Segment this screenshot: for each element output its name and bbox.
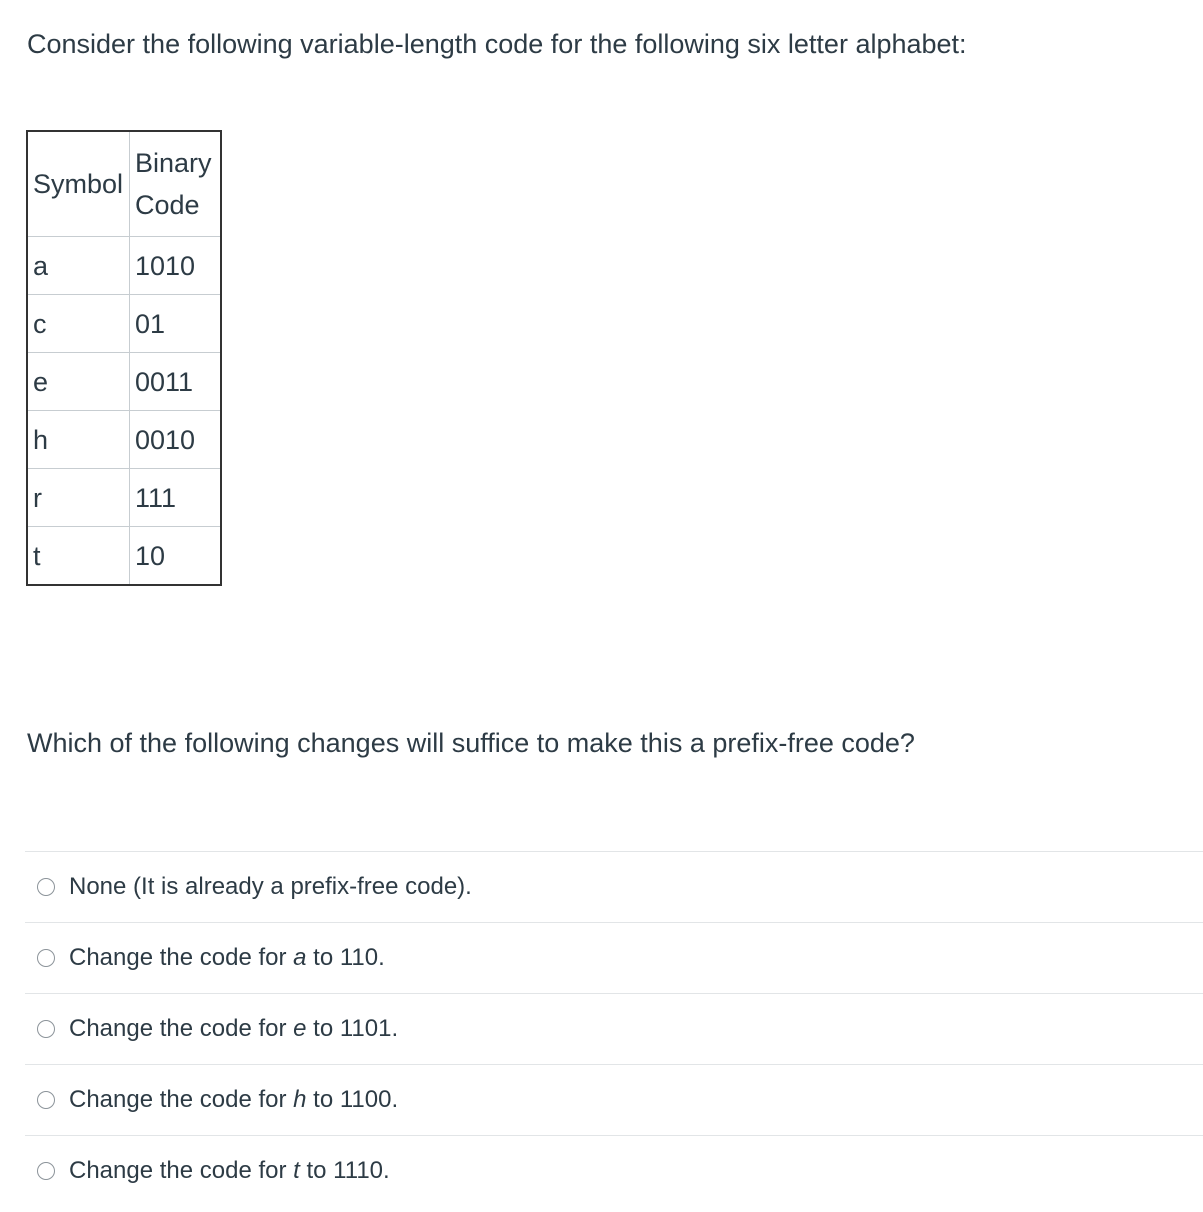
symbol-cell: c	[27, 295, 130, 353]
symbol-cell: e	[27, 353, 130, 411]
table-row	[27, 237, 221, 295]
answer-list	[25, 851, 1203, 1206]
answer-option-h[interactable]	[25, 1064, 1203, 1135]
answer-option-none[interactable]	[25, 851, 1203, 922]
table-row	[27, 527, 221, 586]
code-cell: 111	[130, 469, 222, 527]
answer-option-a[interactable]	[25, 922, 1203, 993]
radio-button[interactable]	[37, 878, 55, 896]
code-cell: 0010	[130, 411, 222, 469]
table-header-row	[27, 131, 221, 237]
symbol-cell: a	[27, 237, 130, 295]
table-row	[27, 411, 221, 469]
answer-label[interactable]: Change the code for a to 110.	[69, 944, 385, 971]
code-cell: 10	[130, 527, 222, 586]
answer-label[interactable]: None (It is already a prefix-free code).	[69, 873, 472, 900]
radio-button[interactable]	[37, 949, 55, 967]
symbol-cell: r	[27, 469, 130, 527]
code-cell: 01	[130, 295, 222, 353]
question-intro: Consider the following variable-length code for the following six letter alphabet:	[27, 29, 967, 59]
header-symbol: Symbol	[27, 131, 130, 237]
header-binary-code-line2: Code	[135, 190, 200, 220]
answer-option-t[interactable]	[25, 1135, 1203, 1206]
question-prompt: Which of the following changes will suffice to make this a prefix-free code?	[27, 728, 915, 758]
radio-button[interactable]	[37, 1020, 55, 1038]
table-row	[27, 469, 221, 527]
answer-label[interactable]: Change the code for e to 1101.	[69, 1015, 399, 1042]
symbol-cell: h	[27, 411, 130, 469]
radio-button[interactable]	[37, 1091, 55, 1109]
table-row	[27, 353, 221, 411]
answer-label[interactable]: Change the code for h to 1100.	[69, 1086, 399, 1113]
symbol-cell: t	[27, 527, 130, 586]
answer-label[interactable]: Change the code for t to 1110.	[69, 1157, 390, 1184]
code-cell: 1010	[130, 237, 222, 295]
code-table	[26, 130, 222, 586]
answer-option-e[interactable]	[25, 993, 1203, 1064]
header-binary-code-line1: Binary	[135, 148, 212, 178]
table-row	[27, 295, 221, 353]
radio-button[interactable]	[37, 1162, 55, 1180]
header-binary-code	[130, 131, 222, 237]
code-cell: 0011	[130, 353, 222, 411]
